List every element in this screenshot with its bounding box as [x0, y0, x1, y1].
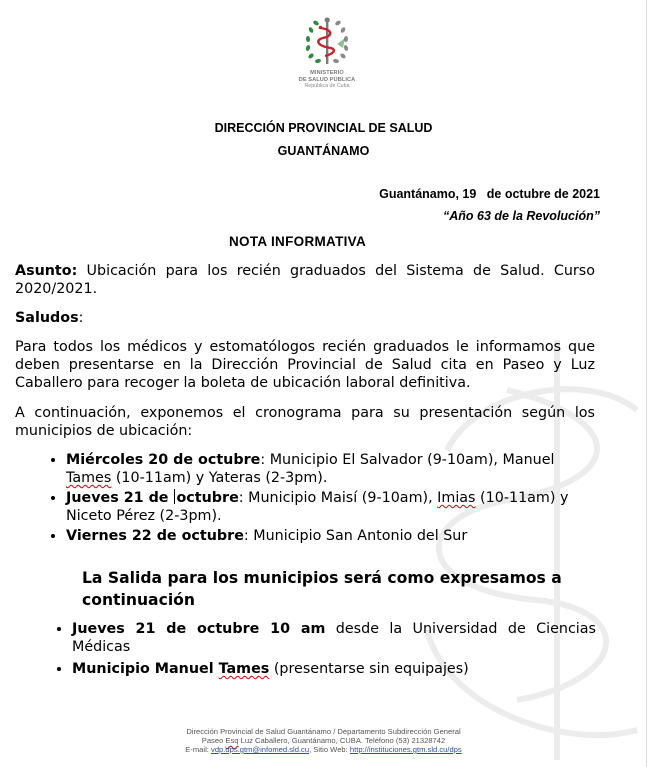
schedule-text: : Municipio El Salvador (9-10am), Manuel	[260, 452, 555, 468]
saludos-colon: :	[78, 310, 84, 326]
spellcheck-word: Tames	[66, 470, 112, 486]
departure-bold: Municipio Manuel	[72, 661, 219, 677]
footer-text: , Sitio Web:	[309, 745, 350, 754]
schedule-list	[28, 451, 596, 545]
footer-line-1: Dirección Provincial de Salud Guantánamo / Departamento Subdirección General	[186, 727, 461, 736]
ministry-logo	[292, 14, 362, 106]
schedule-text: : Municipio Maisí (9-10am),	[238, 490, 438, 506]
departure-list	[30, 620, 596, 678]
logo-line-1: MINISTERIO	[310, 70, 344, 76]
footer-text: Luz Caballero, Guantánamo, CUBA. Teléfono (53) 21328742	[238, 736, 446, 745]
schedule-item-thursday	[66, 489, 596, 525]
footer-email-link[interactable]: vdp.dps.gtm@infomed.sld.cu	[211, 745, 310, 754]
spellcheck-word: Imias	[437, 490, 476, 506]
logo-line-3: República de Cuba	[304, 83, 350, 89]
logo-line-2: DE SALUD PÚBLICA	[298, 76, 356, 83]
schedule-text: (10-11am) y Niceto Pérez (2-3pm).	[66, 490, 569, 524]
departure-text: desde la Universidad de Ciencias Médicas	[72, 621, 596, 655]
footer-text: Paseo	[201, 736, 226, 745]
footer-website-link[interactable]: http://instituciones.gtm.sld.cu/dps	[349, 745, 462, 754]
spellcheck-word: Esq	[225, 736, 239, 745]
header-institution: DIRECCIÓN PROVINCIAL DE SALUD	[214, 121, 433, 135]
schedule-day: Viernes 22 de octubre	[66, 528, 244, 544]
schedule-day: Miércoles 20 de octubre	[66, 452, 261, 468]
asunto-label: Asunto:	[15, 263, 78, 279]
document-date: Guantánamo, 19 de octubre de 2021	[379, 187, 600, 201]
cronograma-intro-paragraph: A continuación, exponemos el cronograma para su presentación según los municipios de ubicación:	[15, 405, 595, 439]
departure-bold: Jueves 21 de octubre 10 am	[72, 621, 326, 637]
saludos-paragraph	[15, 309, 595, 327]
departure-item-thursday	[72, 620, 596, 656]
header-province: GUANTÁNAMO	[277, 144, 370, 158]
schedule-day: Jueves 21 de	[66, 490, 174, 506]
spellcheck-word: Tames	[218, 661, 270, 677]
departure-text: (presentarse sin equipajes)	[269, 661, 469, 677]
document-motto: “Año 63 de la Revolución”	[443, 209, 600, 223]
departure-item-municipio	[72, 660, 596, 678]
asunto-text: Ubicación para los recién graduados del Sistema de Salud. Curso 2020/2021.	[15, 263, 595, 297]
schedule-text: : Municipio San Antonio del Sur	[243, 528, 468, 544]
footer-line-3	[0, 745, 647, 755]
schedule-item-friday	[66, 527, 596, 545]
asunto-paragraph	[15, 262, 595, 298]
schedule-text: (10-11am) y Yateras (2-3pm).	[111, 470, 328, 486]
salida-heading: La Salida para los municipios será como expresamos a continuación	[82, 569, 562, 609]
schedule-day: octubre	[176, 490, 239, 506]
schedule-item-wednesday	[66, 451, 596, 487]
saludos-label: Saludos	[15, 310, 79, 326]
caduceus-emblem-icon	[303, 14, 351, 70]
intro-paragraph: Para todos los médicos y estomatólogos recién graduados le informamos que deben presentarse en la Dirección Provincial de Salud cita en Paseo y Luz Caballero para recoger la boleta de ubicación laboral definitiva.	[15, 339, 595, 391]
document-title: NOTA INFORMATIVA	[229, 234, 367, 249]
footer-text: E-mail:	[185, 745, 212, 754]
caduceus-watermark	[387, 330, 647, 767]
